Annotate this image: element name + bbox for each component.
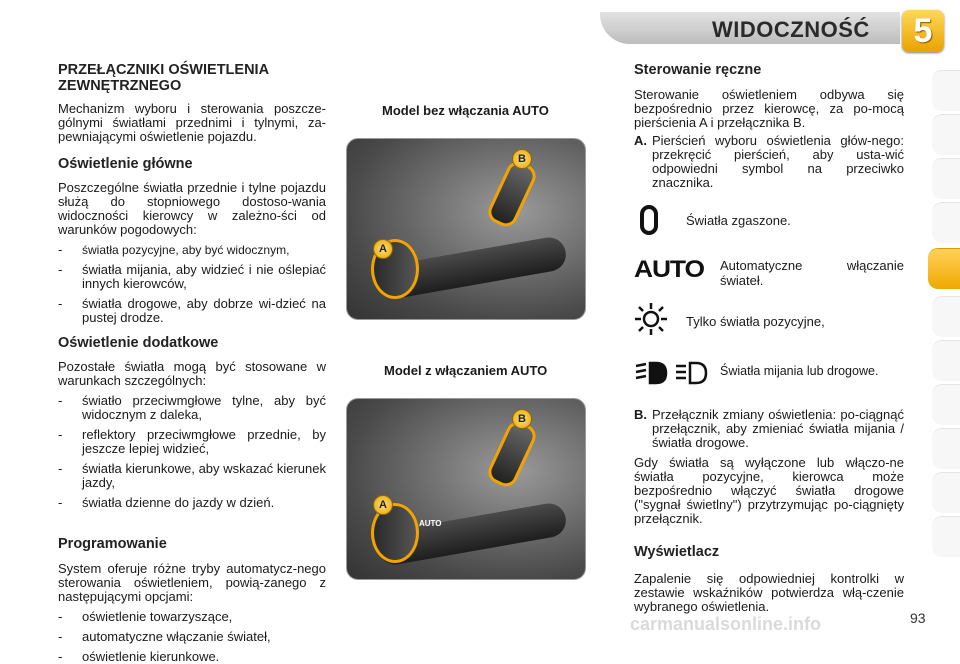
figure-caption-auto: Model z włączaniem AUTO (384, 363, 548, 378)
list-item: - światła mijania, aby widzieć i nie oślepiać innych kierowców, (58, 262, 326, 291)
chapter-tab[interactable] (932, 202, 960, 243)
list-item: - światła kierunkowe, aby wskazać kierunek jazdy, (58, 461, 326, 490)
lights-off-icon (634, 205, 664, 235)
programming-text: System oferuje różne tryby automatycz-nego sterowania oświetleniem, powią-zanego z następującymi opcjami: (58, 561, 326, 604)
headlights-icon (634, 360, 710, 386)
badge-a: A (373, 239, 393, 259)
chapter-tab-active[interactable] (928, 248, 960, 289)
switch-b (484, 418, 539, 490)
section-title: PRZEŁĄCZNIKI OŚWIETLENIA ZEWNĘTRZNEGO (58, 62, 269, 94)
display-text: Zapalenie się odpowiedniej kontrolki w zestawie wskaźników potwierdza włą-czenie wybranego oświetlenia. (634, 571, 904, 614)
symbol-row-off: Światła zgaszone. (634, 205, 664, 238)
auto-marking: AUTO (419, 519, 442, 528)
page-header (0, 0, 960, 50)
left-column (58, 62, 326, 664)
item-a: A. Pierścień wyboru oświetlenia głów-nego: przekręcić pierścień, aby usta-wić odpowiedni symbol na przeciwko znacznika. (634, 133, 904, 190)
watermark: carmanualsonline.info (630, 614, 822, 634)
chapter-number-badge: 5 (902, 10, 944, 52)
badge-b: B (512, 409, 532, 429)
list-item: - światła pozycyjne, aby być widocznym, (58, 242, 290, 257)
chapter-tab[interactable] (932, 114, 960, 155)
list-item: - oświetlenie kierunkowe. (58, 649, 220, 664)
symbol-row-auto: AUTO Automatyczne włączanie świateł. (634, 256, 904, 288)
right-column (634, 62, 904, 190)
lighting-stalk-image-no-auto (346, 138, 586, 320)
switch-b (484, 158, 539, 230)
main-lighting-heading: Oświetlenie główne (58, 156, 193, 172)
manual-control-heading: Sterowanie ręczne (634, 62, 762, 78)
lighting-stalk-image-auto (346, 398, 586, 580)
chapter-tab[interactable] (932, 158, 960, 199)
right-column-lower (634, 408, 904, 614)
chapter-tab[interactable] (932, 472, 960, 513)
list-item: - światła dzienne do jazdy w dzień. (58, 495, 275, 510)
list-item: - światła drogowe, aby dobrze wi-dzieć na pustej drodze. (58, 296, 326, 325)
list-item: - reflektory przeciwmgłowe przednie, by jeszcze lepiej widzieć, (58, 427, 326, 456)
page-title: WIDOCZNOŚĆ (712, 17, 870, 42)
auto-icon: AUTO (634, 256, 704, 283)
extra-lighting-text: Pozostałe światła mogą być stosowane w warunkach szczególnych: (58, 359, 326, 388)
symbol-row-sidelights: Tylko światła pozycyjne, (634, 302, 668, 339)
chapter-tab[interactable] (932, 70, 960, 111)
main-lighting-text: Poszczególne światła przednie i tylne pojazdu służą do stopniowego dostoso-wania widoczności kierowcy w zależno-ści od warunków pogodowych: (58, 180, 326, 237)
page-number: 93 (910, 610, 926, 626)
chapter-tab[interactable] (932, 516, 960, 557)
chapter-tabs (928, 70, 960, 580)
flash-note: Gdy światła są wyłączone lub włączo-ne światła pozycyjne, kierowca może bezpośrednio włączyć światła drogowe ("sygnał świetlny") przytrzymując po-ciągnięty przełącznik. (634, 455, 904, 526)
extra-lighting-heading: Oświetlenie dodatkowe (58, 335, 219, 351)
list-item: - automatyczne włączanie świateł, (58, 629, 271, 644)
chapter-tab[interactable] (932, 384, 960, 425)
manual-control-text: Sterowanie oświetleniem odbywa się bezpośrednio przez kierowcę, za po-mocą pierścienia A i przełącznika B. (634, 87, 904, 130)
chapter-tab[interactable] (932, 340, 960, 381)
badge-b: B (512, 149, 532, 169)
display-heading: Wyświetlacz (634, 544, 720, 560)
list-item: - oświetlenie towarzyszące, (58, 609, 233, 624)
symbol-row-headlights: Światła mijania lub drogowe. (634, 360, 710, 389)
programming-heading: Programowanie (58, 536, 167, 552)
item-b: B. Przełącznik zmiany oświetlenia: po-ciągnąć przełącznik, aby zmieniać światła mijania / światła drogowe. (634, 407, 904, 450)
badge-a: A (373, 495, 393, 515)
chapter-tab[interactable] (932, 428, 960, 469)
intro-text: Mechanizm wyboru i sterowania poszcze-gólnymi światłami przednimi i tylnymi, za-pewniającymi oświetlenie pojazdu. (58, 101, 326, 144)
chapter-tab[interactable] (932, 296, 960, 337)
list-item: - światło przeciwmgłowe tylne, aby być widocznym z daleka, (58, 393, 326, 422)
figure-caption-no-auto: Model bez włączania AUTO (382, 103, 549, 118)
sidelights-icon (634, 302, 668, 336)
